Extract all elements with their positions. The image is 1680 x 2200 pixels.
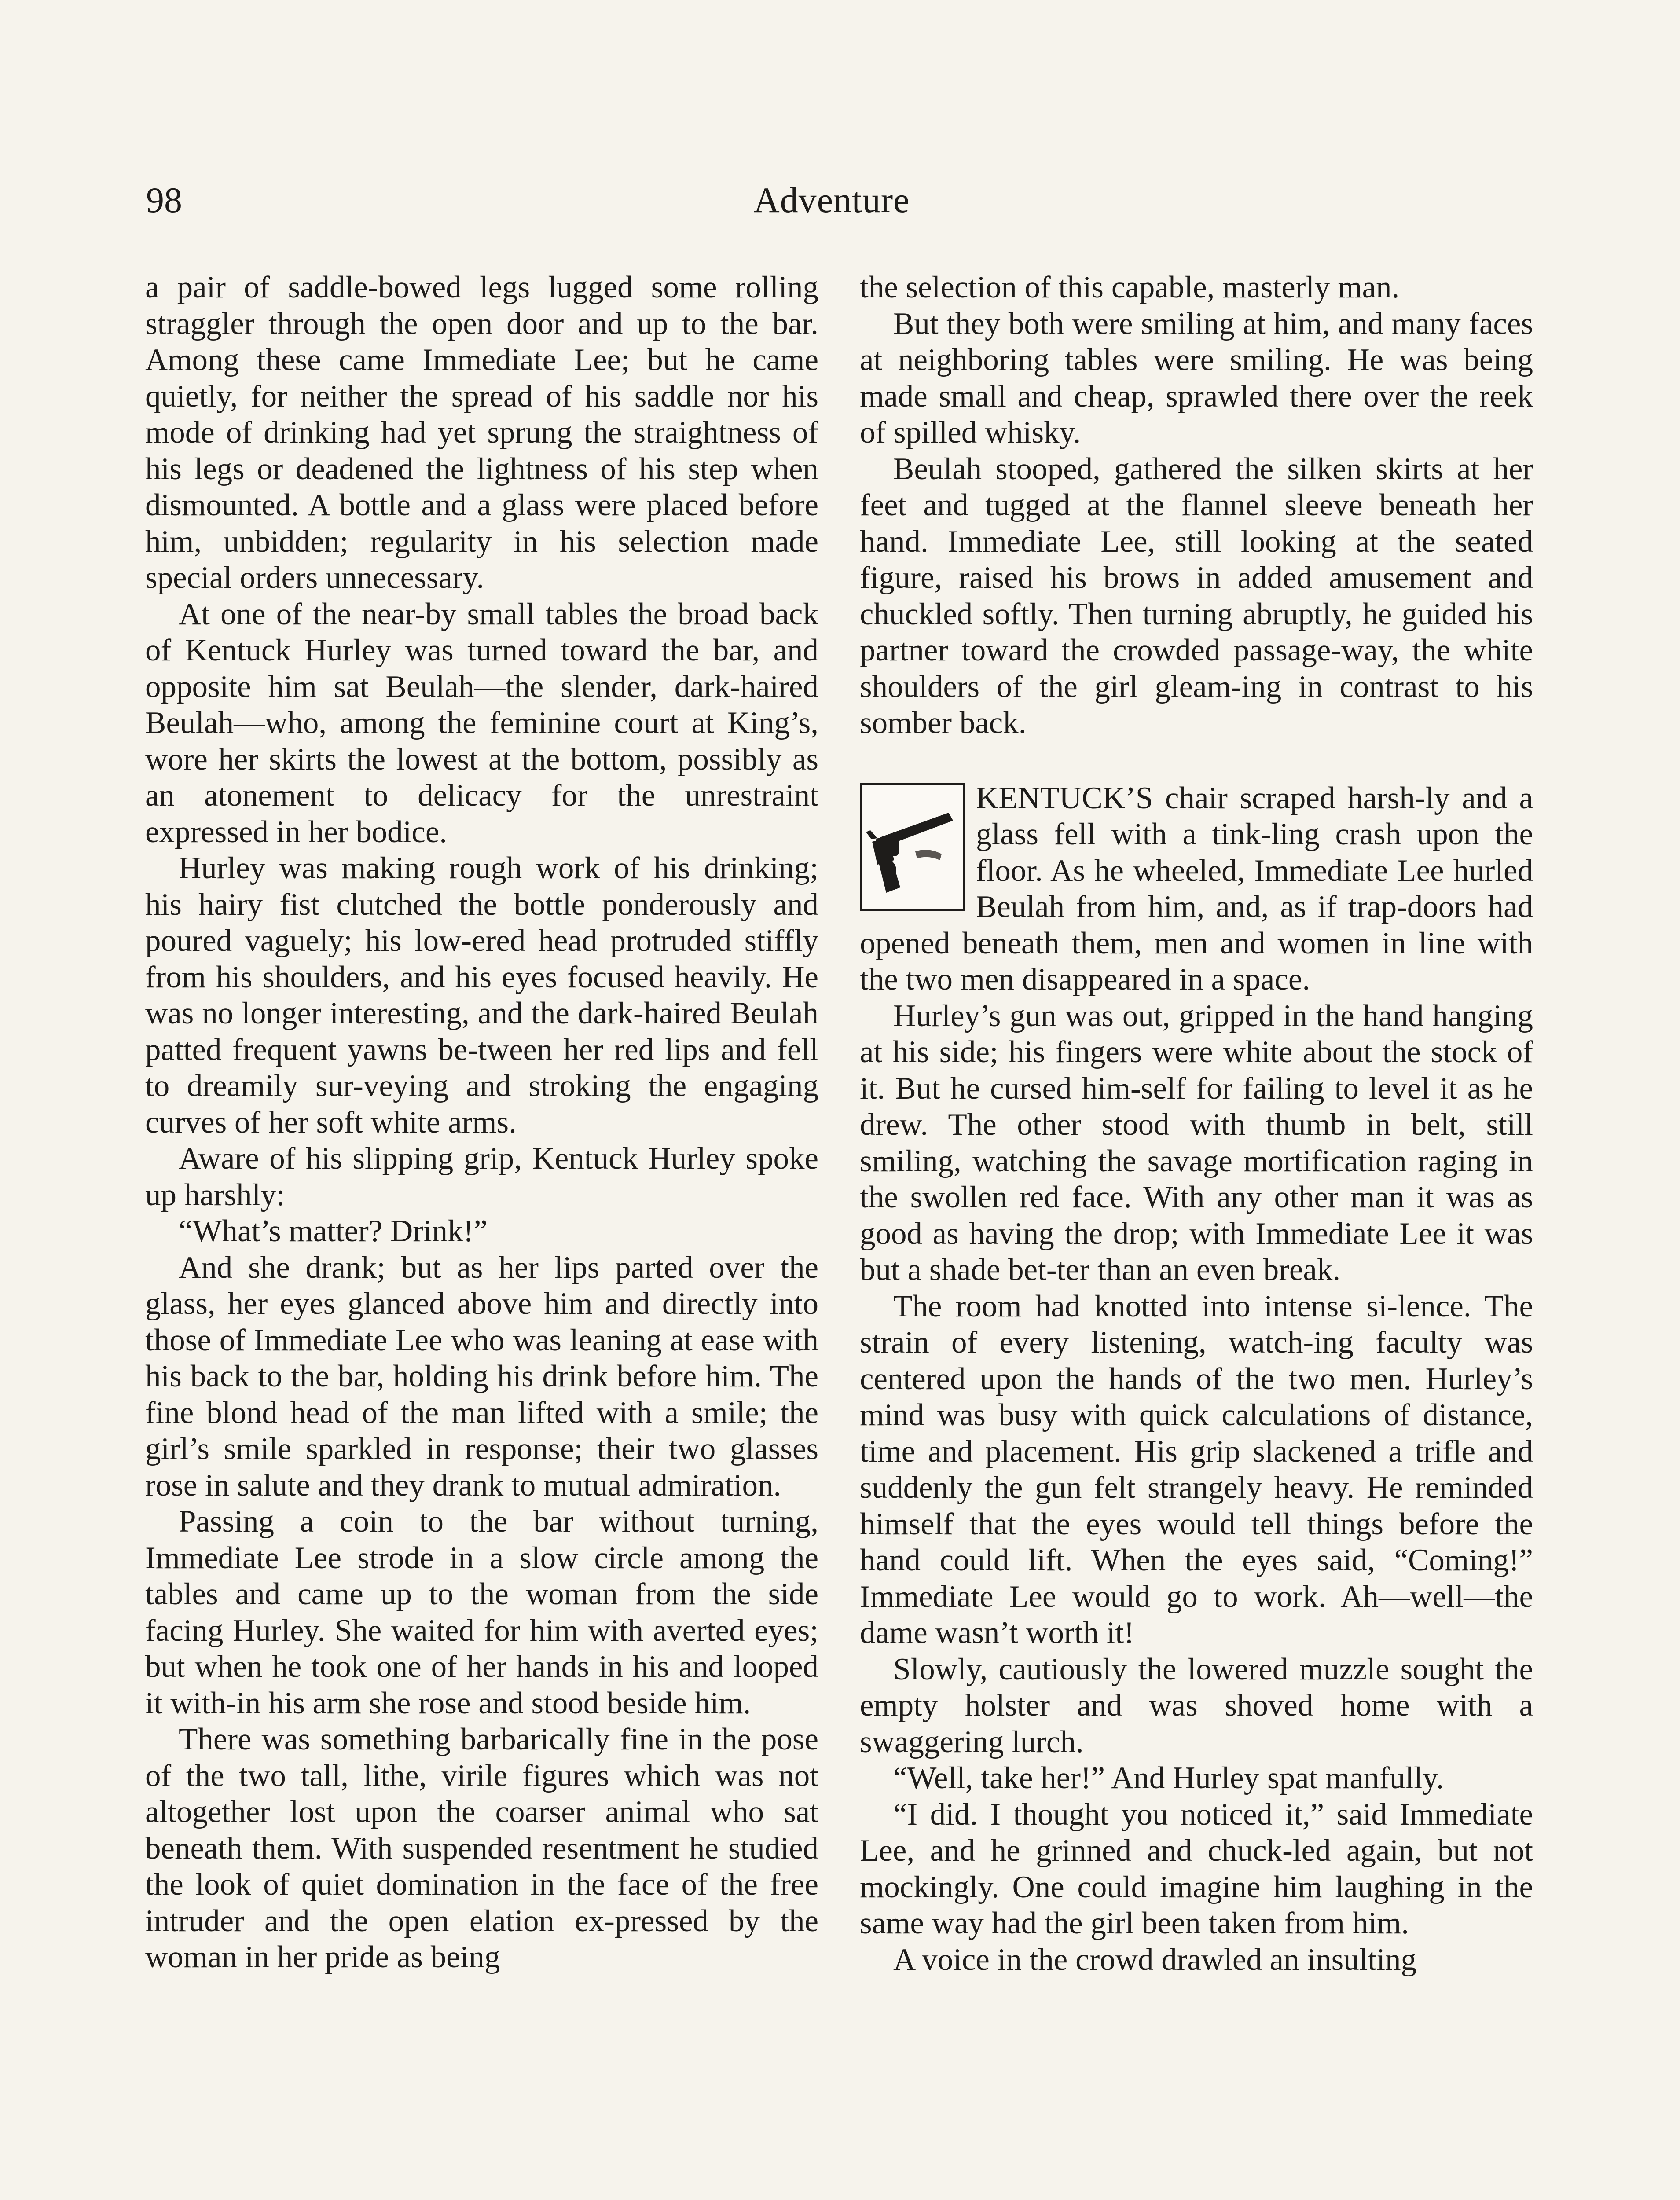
paragraph: The room had knotted into intense si-lence. The strain of every listening, watch-ing faculty was centered upon the hands of the two men. Hurley’s mind was busy with quick calculations of distance, time and placement. His grip slackened a trifle and suddenly the gun felt strangely heavy. He reminded himself that the eyes would tell things before the hand could lift. When the eyes said, “Coming!” Immediate Lee would go to work. Ah—well—the dame wasn’t worth it! (860, 1289, 1533, 1650)
paragraph: And she drank; but as her lips parted over the glass, her eyes glanced above him and directly into those of Immediate Lee who was leaning at ease with his back to the bar, holding his drink before him. The fine blond head of the man lifted with a smile; the girl’s smile sparkled in response; their two glasses rose in salute and they drank to mutual admiration. (145, 1250, 818, 1503)
left-column (145, 269, 818, 1976)
paragraph: There was something barbarically fine in the pose of the two tall, lithe, virile figures which was not altogether lost upon the coarser animal who sat beneath them. With suspended resentment he studied the look of quiet domination in the face of the free intruder and the open elation ex-pressed by the woman in her pride as being (145, 1722, 818, 1974)
paragraph: Slowly, cautiously the lowered muzzle sought the empty holster and was shoved home with a swaggering lurch. (860, 1652, 1533, 1759)
lead-word: KENTUCK’S (976, 781, 1153, 815)
paragraph: Hurley was making rough work of his drinking; his hairy fist clutched the bottle ponderously and poured vaguely; his low-ered head protruded stiffly from his shoulders, and his eyes focused heavily. He was no longer interesting, and the dark-haired Beulah patted frequent yawns be-tween her red lips and fell to dreamily sur-veying and stroking the engaging curves of her soft white arms. (145, 851, 818, 1140)
paragraph: “What’s matter? Drink!” (179, 1214, 488, 1248)
paragraph: Hurley’s gun was out, gripped in the hand hanging at his side; his fingers were white about the stock of it. But he cursed him-self for failing to level it as he drew. The other stood with thumb in belt, still smiling, watching the savage mortification raging in the swollen red face. With any other man it was as good as having the drop; with Immediate Lee it was but a shade bet-ter than an even break. (860, 998, 1533, 1287)
page-number: 98 (146, 180, 182, 220)
paragraph: a pair of saddle-bowed legs lugged some rolling straggler through the open door and up to the bar. Among these came Immediate Lee; but he came quietly, for neither the spread of his saddle nor his mode of drinking had yet sprung the straightness of his legs or deadened the lightness of his step when dismounted. A bottle and a glass were placed before him, unbidden; regularity in his selection made special orders unnecessary. (145, 270, 818, 595)
paragraph: At one of the near-by small tables the broad back of Kentuck Hurley was turned toward the bar, and opposite him sat Beulah—the slender, dark-haired Beulah—who, among the feminine court at King’s, wore her skirts the lowest at the bottom, possibly as an atonement to delicacy for the unrestraint expressed in her bodice. (145, 597, 818, 849)
paragraph: Passing a coin to the bar without turning, Immediate Lee strode in a slow circle among the tables and came up to the woman from the side facing Hurley. She waited for him with averted eyes; but when he took one of her hands in his and looped it with-in his arm she rose and stood beside him. (145, 1504, 818, 1720)
paragraph: A voice in the crowd drawled an insulting (893, 1942, 1416, 1977)
section-opening (860, 780, 1533, 998)
lead-text: chair scraped harsh-ly and a glass fell with a tink-ling crash upon the floor. As he wheeled, Immediate Lee hurled Beulah from him, and, as if trap-doors had opened beneath them, men and women in line with the two men disappeared in a space. (860, 781, 1533, 997)
paragraph: “Well, take her!” And Hurley spat manfully. (893, 1761, 1444, 1795)
running-title: Adventure (753, 180, 910, 220)
paragraph: Beulah stooped, gathered the silken skirts at her feet and tugged at the flannel sleeve beneath her hand. Immediate Lee, still looking at the seated figure, raised his brows in added amusement and chuckled softly. Then turning abruptly, he guided his partner toward the crowded passage-way, the white shoulders of the girl gleam-ing in contrast to his somber back. (860, 451, 1533, 740)
paragraph: “I did. I thought you noticed it,” said Immediate Lee, and he grinned and chuck-led again, but not mockingly. One could imagine him laughing in the same way had the girl been taken from him. (860, 1797, 1533, 1940)
paragraph: But they both were smiling at him, and many faces at neighboring tables were smiling. He was being made small and cheap, sprawled there over the reek of spilled whisky. (860, 306, 1533, 450)
paragraph: the selection of this capable, masterly man. (860, 270, 1400, 304)
paragraph: Aware of his slipping grip, Kentuck Hurley spoke up harshly: (145, 1141, 818, 1212)
page-header (146, 180, 1517, 232)
section-break (860, 741, 1533, 780)
right-column (860, 269, 1533, 1978)
revolver-icon (860, 783, 965, 911)
